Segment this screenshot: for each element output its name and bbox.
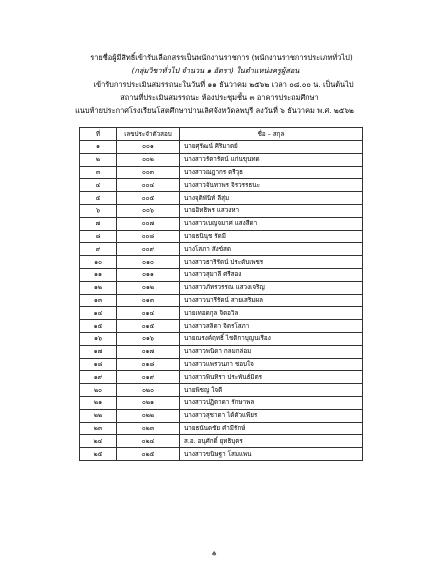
row-name: นายศุรัฒน์ ศิริมาตย์	[180, 141, 363, 154]
row-number: ๑๙	[80, 371, 117, 384]
table-header-row	[80, 128, 363, 141]
row-exam-id: ๐๐๙	[117, 243, 180, 256]
row-exam-id: ๐๒๒	[117, 409, 180, 422]
row-name: นางจุติพันิท์ ลีสุ่ม	[180, 192, 363, 205]
column-header-exam-id: เลขประจำตัวสอบ	[117, 128, 180, 141]
row-number: ๑๕	[80, 320, 117, 333]
column-header-number: ที่	[80, 128, 117, 141]
row-exam-id: ๐๑๑	[117, 268, 180, 281]
table-row	[80, 153, 363, 166]
row-exam-id: ๐๑๙	[117, 371, 180, 384]
row-name: นางสาวรัตารัตน์ แก่นขุนทด	[180, 153, 363, 166]
row-name: นายณรงค์ฤทธิ์ ไชติกาบุญนเรือง	[180, 332, 363, 345]
row-exam-id: ๐๐๑	[117, 141, 180, 154]
row-number: ๑๒	[80, 281, 117, 294]
row-exam-id: ๐๑๘	[117, 358, 180, 371]
row-exam-id: ๐๒๕	[117, 448, 180, 461]
table-row	[80, 230, 363, 243]
footer-ornament: ♠	[211, 550, 218, 558]
row-number: ๒๐	[80, 384, 117, 397]
header-group-line: (กลุ่มวิชาทั่วไป จำนวน ๑ อัตรา) ในตำแหน่งครูผู้สอน	[131, 66, 300, 76]
row-name: นางสาวภัทรวรรณ แสวงเจริญ	[180, 281, 363, 294]
row-number: ๑๘	[80, 358, 117, 371]
row-exam-id: ๐๑๖	[117, 332, 180, 345]
table-row	[80, 422, 363, 435]
row-exam-id: ๐๐๔	[117, 179, 180, 192]
row-exam-id: ๐๒๓	[117, 422, 180, 435]
table-row	[80, 256, 363, 269]
row-name: นางสาวขนิษฐา โสมแพน	[180, 448, 363, 461]
table-row	[80, 192, 363, 205]
row-exam-id: ๐๐๒	[117, 153, 180, 166]
row-name: นายพิชญ ใจดี	[180, 384, 363, 397]
row-number: ๒	[80, 153, 117, 166]
row-number: ๒๓	[80, 422, 117, 435]
candidate-table	[79, 127, 363, 461]
row-number: ๘	[80, 230, 117, 243]
row-exam-id: ๐๐๘	[117, 230, 180, 243]
row-number: ๖	[80, 204, 117, 217]
row-exam-id: ๐๐๗	[117, 217, 180, 230]
table-row	[80, 307, 363, 320]
row-number: ๙	[80, 243, 117, 256]
document-header	[0, 51, 425, 117]
row-number: ๕	[80, 192, 117, 205]
table-row	[80, 166, 363, 179]
row-name: นางสาวจันทาพร จิรวรรธนะ	[180, 179, 363, 192]
table-row	[80, 396, 363, 409]
row-name: นายธนินุช รัดมี	[180, 230, 363, 243]
row-number: ๒๕	[80, 448, 117, 461]
row-number: ๔	[80, 179, 117, 192]
row-name: ส.อ. อนุศักดิ์ ยุทธิบุตร	[180, 435, 363, 448]
table-row	[80, 371, 363, 384]
row-name: นายธนันดชัย คำมีรักษ์	[180, 422, 363, 435]
row-exam-id: ๐๐๓	[117, 166, 180, 179]
row-name: นายอิทธิพร แสวงหา	[180, 204, 363, 217]
row-exam-id: ๐๒๐	[117, 384, 180, 397]
row-exam-id: ๐๑๕	[117, 320, 180, 333]
table-row	[80, 179, 363, 192]
table-row	[80, 345, 363, 358]
row-number: ๓	[80, 166, 117, 179]
row-name: นายเทอดกุล จิตอวิล	[180, 307, 363, 320]
row-exam-id: ๐๒๑	[117, 396, 180, 409]
table-row	[80, 294, 363, 307]
table-row	[80, 217, 363, 230]
row-exam-id: ๐๑๒	[117, 281, 180, 294]
header-title-line: รายชื่อผู้มีสิทธิ์เข้ารับเลือกสรรเป็นพนักงานราชการ (พนักงานราชการประเภททั่วไป)	[90, 53, 353, 62]
table-row	[80, 268, 363, 281]
table-row	[80, 281, 363, 294]
row-name: นางสาวสุมาลี ศรีสอง	[180, 268, 363, 281]
row-number: ๒๒	[80, 409, 117, 422]
row-name: นางสาวฌฎากร ตรีวุธ	[180, 166, 363, 179]
row-name: นางสาวนารีรัตน์ สายเสริมผล	[180, 294, 363, 307]
row-name: นางสาวพนิดา กลมกล่อม	[180, 345, 363, 358]
row-name: นางสาวพินทิรา ประพันธ์มิตร	[180, 371, 363, 384]
row-name: นางสาวแพรวนภา ชอบใจ	[180, 358, 363, 371]
table-row	[80, 243, 363, 256]
row-number: ๑๗	[80, 345, 117, 358]
table-row	[80, 332, 363, 345]
header-location-line: สถานที่ประเมินสมรรถนะ ห้องประชุมชั้น ๓ อาคารประถมศึกษา	[120, 92, 319, 102]
row-number: ๑๖	[80, 332, 117, 345]
row-name: นางสาวปฏิตาดา รักษาพล	[180, 396, 363, 409]
row-exam-id: ๐๑๐	[117, 256, 180, 269]
row-name: นางสาวเบญจมาศ แสงสีดา	[180, 217, 363, 230]
column-header-name: ชื่อ – สกุล	[180, 128, 363, 141]
row-name: นางโสภา สังข์สด	[180, 243, 363, 256]
row-number: ๑๔	[80, 307, 117, 320]
row-exam-id: ๐๒๔	[117, 435, 180, 448]
header-date-line: เข้ารับการประเมินสมรรถนะในวันที่ ๑๑ ธันวาคม ๒๕๖๒ เวลา ๐๘.๐๐ น. เป็นต้นไป	[93, 79, 354, 89]
row-name: นางสาวสลิตา จิตรโสภา	[180, 320, 363, 333]
table-row	[80, 141, 363, 154]
header-announcement-line: แนบท้ายประกาศโรงเรียนโสตศึกษาปานเลิศจังหวัดลพบุรี ลงวันที่ ๖ ธันวาคม พ.ศ. ๒๕๖๒	[75, 106, 354, 116]
table-row	[80, 409, 363, 422]
table-row	[80, 384, 363, 397]
row-number: ๑๐	[80, 256, 117, 269]
row-exam-id: ๐๑๔	[117, 307, 180, 320]
row-name: นางสาวธาริรัตน์ ประดับเพชร	[180, 256, 363, 269]
row-number: ๑๓	[80, 294, 117, 307]
row-number: ๒๔	[80, 435, 117, 448]
table-row	[80, 204, 363, 217]
table-row	[80, 358, 363, 371]
row-exam-id: ๐๑๓	[117, 294, 180, 307]
table-row	[80, 435, 363, 448]
row-number: ๑๑	[80, 268, 117, 281]
row-number: ๗	[80, 217, 117, 230]
row-name: นางสาวสุชาดา ได้ตัวแพียร	[180, 409, 363, 422]
row-number: ๒๑	[80, 396, 117, 409]
row-exam-id: ๐๐๖	[117, 204, 180, 217]
table-row	[80, 320, 363, 333]
row-exam-id: ๐๐๕	[117, 192, 180, 205]
row-exam-id: ๐๑๗	[117, 345, 180, 358]
table-row	[80, 448, 363, 461]
row-number: ๑	[80, 141, 117, 154]
